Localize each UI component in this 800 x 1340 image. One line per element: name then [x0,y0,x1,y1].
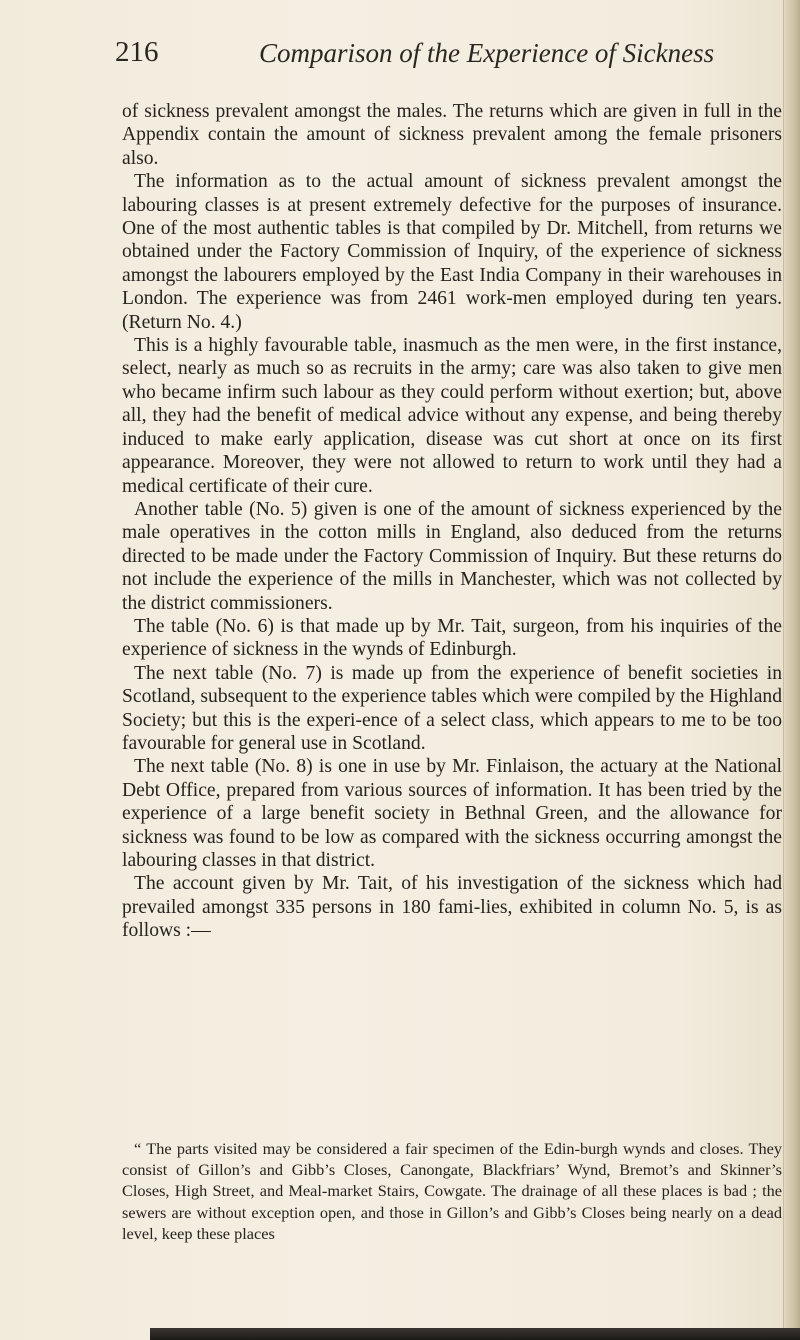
running-header [115,34,755,74]
running-title: Comparison of the Experience of Sickness [259,38,715,68]
paragraph: Another table (No. 5) given is one of the amount of sickness experienced by the male operatives in the cotton mills in England, also deduced from the returns directed to be made under the Factory Commission of Inquiry. But these returns do not include the experience of the mills in Manchester, which was not collected by the district commissioners. [122,498,782,614]
paragraph: The account given by Mr. Tait, of his investigation of the sickness which had prevailed amongst 335 persons in 180 fami-lies, exhibited in column No. 5, is as follows :— [122,873,782,942]
page-edge [783,0,800,1340]
bottom-edge [150,1328,800,1340]
body-text [122,100,782,943]
quotation-text: “ The parts visited may be considered a fair specimen of the Edin-burgh wynds and closes. They consist of Gillon’s and Gibb’s Closes, Canongate, Blackfriars’ Wynd, Bremot’s and Skinner’s Closes, High Street, and Meal-market Stairs, Cowgate. The drainage of all these places is bad ; the sewers are without exception open, and those in Gillon’s and Gibb’s Closes being nearly on a dead level, keep these places [122,1139,782,1243]
paragraph: The table (No. 6) is that made up by Mr. Tait, surgeon, from his inquiries of the experience of sickness in the wynds of Edinburgh. [122,615,782,661]
paragraph: This is a highly favourable table, inasmuch as the men were, in the first instance, select, nearly as much so as recruits in the army; care was also taken to give men who became infirm such labour as they could perform without exertion; but, above all, they had the benefit of medical advice without any expense, and being thereby induced to make early application, disease was cut short at once on its first appearance. Moreover, they were not allowed to return to work until they had a medical certificate of their cure. [122,335,782,497]
paragraph: The next table (No. 8) is one in use by Mr. Finlaison, the actuary at the National Debt Office, prepared from various sources of information. It has been tried by the experience of a large benefit society in Bethnal Green, and the allowance for sickness was found to be low as compared with the sickness occurring amongst the labouring classes in that district. [122,756,782,871]
page-number: 216 [115,36,159,68]
paragraph: of sickness prevalent amongst the males. The returns which are given in full in the Appendix contain the amount of sickness prevalent among the female prisoners also. [122,101,782,169]
paragraph: The information as to the actual amount of sickness prevalent amongst the labouring classes is at present extremely defective for the purposes of insurance. One of the most authentic tables is that compiled by Dr. Mitchell, from returns we obtained under the Factory Commission of Inquiry, of the experience of sickness amongst the labourers employed by the East India Company in their warehouses in London. The experience was from 2461 work-men employed during ten years. (Return No. 4.) [122,171,782,333]
quotation [122,1138,782,1244]
paragraph: The next table (No. 7) is made up from the experience of benefit societies in Scotland, subsequent to the experience tables which were compiled by the Highland Society; but this is the experi-ence of a select class, which appears to me to be too favourable for general use in Scotland. [122,662,782,754]
